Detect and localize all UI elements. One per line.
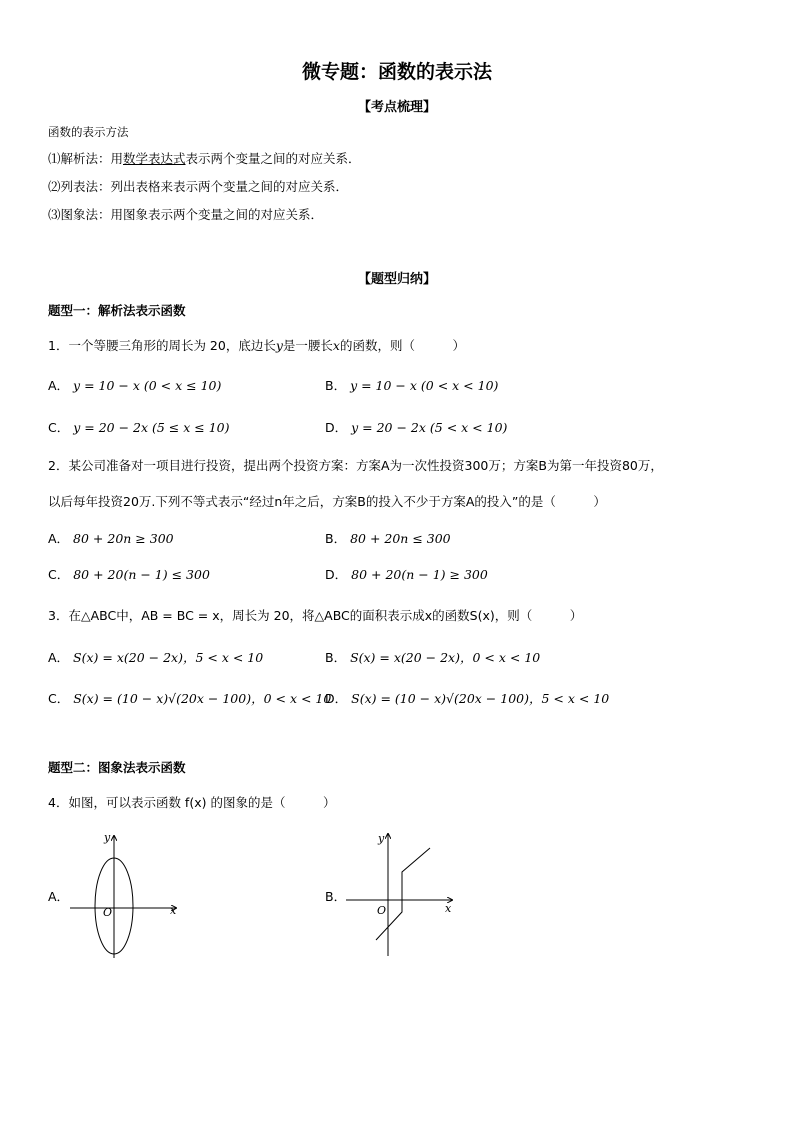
q2-option-d-label: D． bbox=[325, 567, 348, 582]
q2-option-c-math: 80 + 20(n − 1) ≤ 300 bbox=[73, 567, 210, 582]
q1-option-b[interactable] bbox=[325, 376, 498, 394]
type1-heading: 题型一：解析法表示函数 bbox=[48, 303, 186, 318]
q3-option-b-math: S(x) = x(20 − 2x)，0 < x < 10 bbox=[350, 650, 541, 665]
page-title: 微专题：函数的表示法 bbox=[301, 61, 492, 83]
q3-option-b[interactable] bbox=[325, 648, 540, 666]
q1-option-b-label: B． bbox=[325, 378, 347, 393]
q3-option-c[interactable] bbox=[48, 689, 331, 707]
review-item-1-underline: 数学表达式 bbox=[123, 151, 186, 166]
q1-option-c[interactable] bbox=[48, 418, 230, 436]
q1-option-d-label: D． bbox=[325, 420, 348, 435]
q2-option-c-label: C． bbox=[48, 567, 70, 582]
q2-option-b-label: B． bbox=[325, 531, 347, 546]
q1-stem-mid: 是一腰长 bbox=[282, 338, 333, 353]
q1-option-b-math: y = 10 − x (0 < x < 10) bbox=[350, 378, 499, 393]
q4-graph-b-origin: O bbox=[377, 904, 387, 917]
q3-option-d-label: D． bbox=[325, 691, 348, 706]
q3-option-d[interactable] bbox=[325, 689, 609, 707]
q1-option-d-math: y = 20 − 2x (5 < x < 10) bbox=[351, 420, 508, 435]
review-item-3: ⑶图象法：用图象表示两个变量之间的对应关系． bbox=[48, 207, 324, 222]
q1-option-a-math: y = 10 − x (0 < x ≤ 10) bbox=[73, 378, 222, 393]
q2-option-c[interactable] bbox=[48, 565, 210, 583]
review-header: 【考点梳理】 bbox=[357, 100, 436, 115]
q1-option-c-math: y = 20 − 2x (5 ≤ x ≤ 10) bbox=[73, 420, 230, 435]
q2-option-a-label: A． bbox=[48, 531, 70, 546]
q3-stem: 3．在△ABC中，AB = BC = x，周长为 20，将△ABC的面积表示成x的函数S(x)，则（ ） bbox=[48, 608, 583, 623]
q1-stem-end: 的函数，则（ ） bbox=[339, 338, 465, 353]
q4-graph-b-x-label: x bbox=[445, 902, 452, 915]
q1-stem-text: 1．一个等腰三角形的周长为 20，底边长 bbox=[48, 338, 276, 353]
q4-graph-b-curve bbox=[376, 848, 430, 940]
review-item-1 bbox=[48, 149, 361, 167]
q2-option-b-math: 80 + 20n ≤ 300 bbox=[350, 531, 451, 546]
q4-stem: 4．如图，可以表示函数 f(x) 的图象的是（ ） bbox=[48, 795, 336, 810]
review-item-1-prefix: ⑴解析法：用 bbox=[48, 151, 124, 166]
review-item-2: ⑵列表法：列出表格来表示两个变量之间的对应关系． bbox=[48, 179, 349, 194]
q1-option-d[interactable] bbox=[325, 418, 507, 436]
review-item-1-suffix: 表示两个变量之间的对应关系． bbox=[185, 151, 361, 166]
types-header: 【题型归纳】 bbox=[357, 272, 436, 287]
q2-option-d[interactable] bbox=[325, 565, 488, 583]
type2-heading: 题型二：图象法表示函数 bbox=[48, 760, 186, 775]
q4-graph-b bbox=[342, 828, 462, 960]
q3-option-b-label: B． bbox=[325, 650, 347, 665]
q2-stem-line1: 2．某公司准备对一项目进行投资，提出两个投资方案：方案A为一次性投资300万；方案B为第一年投资80万， bbox=[48, 458, 663, 473]
q1-stem-x: x bbox=[332, 338, 340, 353]
q4-graph-a-y-label: y bbox=[104, 831, 111, 844]
q4-option-b[interactable]: B． bbox=[325, 889, 347, 904]
q4-graph-b-y-label: y bbox=[378, 832, 385, 845]
q3-option-a[interactable] bbox=[48, 648, 263, 666]
q1-option-a[interactable] bbox=[48, 376, 221, 394]
q3-option-a-math: S(x) = x(20 − 2x)，5 < x < 10 bbox=[73, 650, 264, 665]
q2-option-a-math: 80 + 20n ≥ 300 bbox=[73, 531, 174, 546]
q3-option-c-math: S(x) = (10 − x)√(20x − 100)，0 < x < 10 bbox=[73, 691, 332, 706]
q3-option-d-math: S(x) = (10 − x)√(20x − 100)，5 < x < 10 bbox=[351, 691, 610, 706]
q4-graph-a-x-label: x bbox=[170, 904, 177, 917]
q1-option-c-label: C． bbox=[48, 420, 70, 435]
q3-option-c-label: C． bbox=[48, 691, 70, 706]
q2-option-d-math: 80 + 20(n − 1) ≥ 300 bbox=[351, 567, 488, 582]
q2-option-b[interactable] bbox=[325, 529, 451, 547]
q4-graph-a bbox=[68, 828, 188, 960]
q3-option-a-label: A． bbox=[48, 650, 70, 665]
q1-stem bbox=[48, 336, 465, 354]
q2-stem-line2: 以后每年投资20万.下列不等式表示“经过n年之后，方案B的投入不少于方案A的投入”的是（ ） bbox=[48, 494, 606, 509]
q2-option-a[interactable] bbox=[48, 529, 174, 547]
q4-option-a[interactable]: A． bbox=[48, 889, 70, 904]
q1-option-a-label: A． bbox=[48, 378, 70, 393]
q1-stem-y: y bbox=[275, 338, 283, 353]
q4-graph-a-origin: O bbox=[103, 906, 113, 919]
review-intro: 函数的表示方法 bbox=[48, 125, 129, 139]
